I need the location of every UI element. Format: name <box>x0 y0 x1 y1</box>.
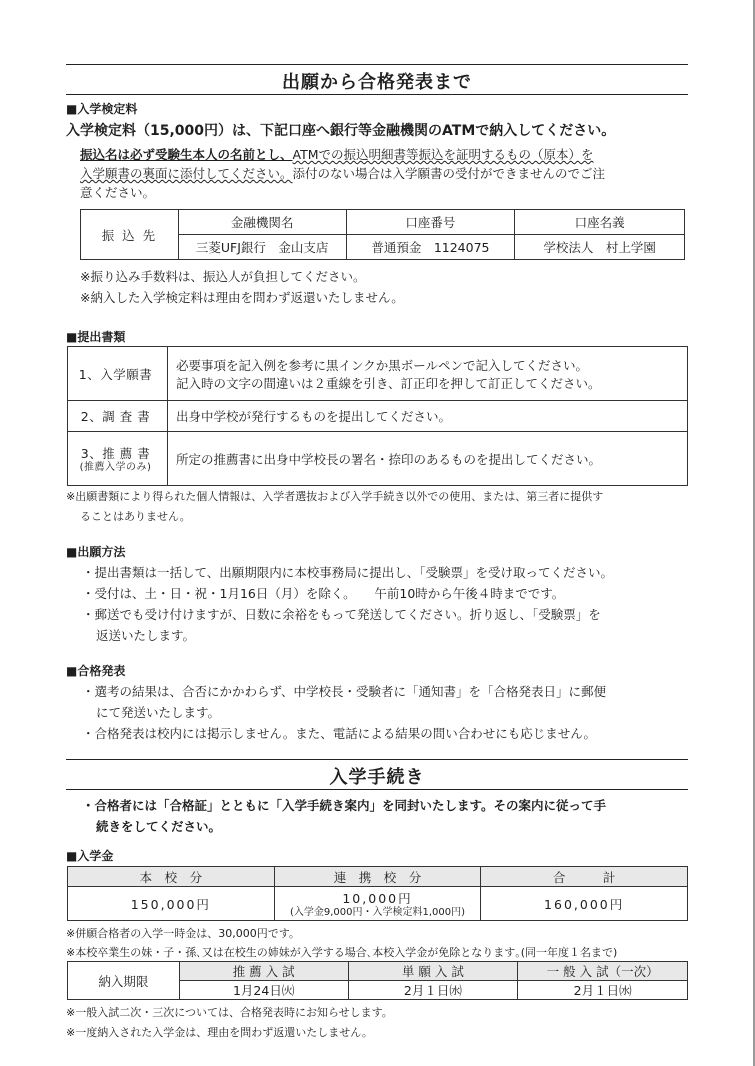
fee-attach-warning: 添付のない場合は入学願書の受付ができませんのでご注 <box>292 166 606 181</box>
doc-desc-application-line1: 必要事項を記入例を参考に黒インクか黒ボールペンで記入してください。 <box>176 357 589 373</box>
bank-table-header-bank: 金融機関名 <box>178 210 346 235</box>
deadline-header-single: 単 願 入 試 <box>348 962 518 981</box>
heading-application-method: ■出願方法 <box>66 545 126 559</box>
account-number-value: 普通預金 1124075 <box>346 235 515 260</box>
fee-instruction-line4: 意ください。 <box>80 185 156 200</box>
deadline-value-recommend: 1月24日㈫ <box>179 981 348 1000</box>
proc-line2: 続きをしてください。 <box>96 819 222 834</box>
table-row <box>68 432 688 486</box>
admission-value-partner-detail: (入学金9,000円・入学検定料1,000円) <box>289 907 466 918</box>
method-line4: 返送いたします。 <box>96 628 196 643</box>
deadline-value-single: 2月１日㈬ <box>348 981 518 1000</box>
doc-desc-report: 出身中学校が発行するものを提出してください。 <box>168 401 688 432</box>
heading-documents: ■提出書類 <box>66 330 126 344</box>
method-line3: ・郵送でも受け付けますが、日数に余裕をもって発送してください。折り返し、「受験票」を <box>82 607 601 622</box>
heading-admission-fee: ■入学金 <box>66 849 114 863</box>
admission-value-partner-main: 10,000円 <box>342 891 413 906</box>
fee-main-line: 入学検定料（15,000円）は、下記口座へ銀行等金融機関のATMで納入してください。 <box>66 123 616 139</box>
deadline-label: 納入期限 <box>68 962 180 1000</box>
result-line3: ・合格発表は校内には掲示しません。また、電話による結果の問い合わせにも応じません。 <box>82 726 597 741</box>
section-title-enrollment: 入学手続き <box>329 767 425 788</box>
doc-label-recommendation-sub: (推薦入学のみ) <box>79 462 152 473</box>
doc-label-recommendation-main: 3、推 薦 書 <box>80 446 151 461</box>
doc-desc-recommendation: 所定の推薦書に出身中学校長の署名・捺印のあるものを提出してください。 <box>168 432 688 486</box>
method-line1: ・提出書類は一括して、出願期限内に本校事務局に提出し、「受験票」を受け取ってください。 <box>82 565 614 580</box>
result-line2: にて発送いたします。 <box>96 705 221 720</box>
heading-exam-fee: ■入学検定料 <box>66 102 138 116</box>
admission-note-exemption: ※本校卒業生の妹・子・孫､又は在校生の姉妹が入学する場合､本校入学金が免除となります｡(同一年度１名まで) <box>66 946 618 959</box>
doc-desc-application-line2: 記入時の文字の間違いは２重線を引き、訂正印を押して訂正してください。 <box>176 375 601 391</box>
doc-label-report: 2、調 査 書 <box>68 401 168 432</box>
fee-receipt-requirement: ATMでの振込明細書等振込を証明するもの（原本）を <box>292 147 594 162</box>
bank-table-label: 振 込 先 <box>81 210 179 260</box>
deadline-note-general: ※一般入試二次・三次については、合格発表時にお知らせします。 <box>66 1006 393 1019</box>
admission-header-total: 合 計 <box>481 867 688 887</box>
payment-deadline-table <box>67 961 688 1000</box>
section-title-application: 出願から合格発表まで <box>282 72 472 93</box>
deadline-note-nonrefund: ※一度納入された入学金は、理由を問わず返還いたしません。 <box>66 1026 373 1039</box>
title2-rule-top <box>66 759 688 760</box>
method-line2: ・受付は、土・日・祝・1月16日（月）を除く。 午前10時から午後４時までです。 <box>82 586 565 601</box>
docs-privacy-note-line1: ※出願書類により得られた個人情報は、入学者選抜および入学手続き以外での使用、または、第三者に提供す <box>66 490 604 503</box>
title2-rule-bottom <box>66 789 688 790</box>
fee-instruction-line3 <box>80 164 605 182</box>
admission-value-partner <box>274 887 481 921</box>
proc-line1: ・合格者には「合格証」とともに「入学手続き案内」を同封いたします。その案内に従って手 <box>82 798 607 813</box>
admission-value-school: 150,000円 <box>68 887 275 921</box>
fee-attach-requirement: 入学願書の裏面に添付してください。 <box>80 166 293 181</box>
documents-table <box>67 346 688 486</box>
fee-note-charge: ※振り込み手数料は、振込人が負担してください。 <box>80 269 366 284</box>
bank-name-value: 三菱UFJ銀行 金山支店 <box>178 235 346 260</box>
heading-result: ■合格発表 <box>66 664 126 678</box>
result-line1: ・選考の結果は、合否にかかわらず、中学校長・受験者に「通知書」を「合格発表日」に郵便 <box>82 684 607 699</box>
deadline-header-recommend: 推 薦 入 試 <box>179 962 348 981</box>
admission-note-combined: ※併願合格者の入学一時金は、30,000円です。 <box>66 927 300 940</box>
admission-value-total: 160,000円 <box>481 887 688 921</box>
title-rule-bottom <box>66 94 688 95</box>
fee-name-requirement: 振込名は必ず受験生本人の名前とし、 <box>80 147 293 162</box>
doc-desc-application <box>168 347 688 401</box>
docs-privacy-note-line2: ることはありません。 <box>80 510 191 523</box>
bank-account-table <box>80 209 685 260</box>
admission-header-school: 本 校 分 <box>68 867 275 887</box>
doc-label-application: 1、入学願書 <box>68 347 168 401</box>
title-rule-top <box>66 64 688 65</box>
account-holder-value: 学校法人 村上学園 <box>515 235 685 260</box>
admission-fee-table <box>67 866 688 921</box>
bank-table-header-number: 口座番号 <box>346 210 515 235</box>
fee-note-nonrefund: ※納入した入学検定料は理由を問わず返還いたしません。 <box>80 290 404 305</box>
admission-header-partner: 連 携 校 分 <box>274 867 481 887</box>
table-row <box>68 347 688 401</box>
fee-instruction-line2 <box>80 145 594 163</box>
table-row <box>68 401 688 432</box>
deadline-header-general: 一 般 入 試（一次） <box>518 962 688 981</box>
bank-table-header-holder: 口座名義 <box>515 210 685 235</box>
deadline-value-general: 2月１日㈬ <box>518 981 688 1000</box>
doc-label-recommendation <box>68 432 168 486</box>
